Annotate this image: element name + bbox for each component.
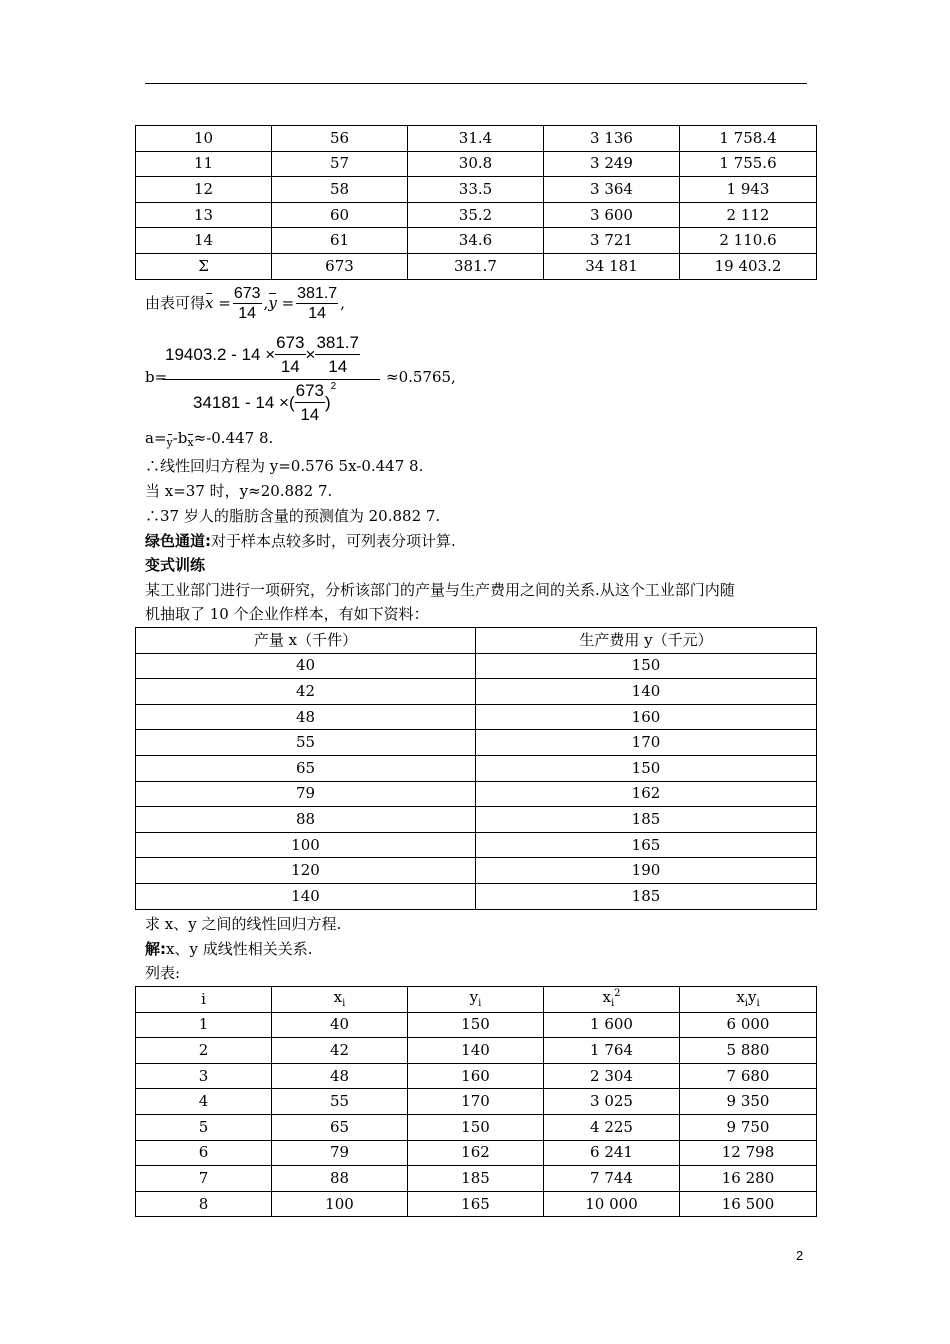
list-table-label: 列表: (145, 964, 181, 982)
table-cell: 14 (136, 228, 272, 254)
a-mid: -b (172, 429, 188, 447)
table-cell: 140 (136, 883, 476, 909)
table-cell: 6 (136, 1140, 272, 1166)
b-den-close: ) (324, 393, 331, 412)
b-label: b= (145, 368, 168, 386)
header-cost: 生产费用 y（千元） (476, 628, 817, 654)
table-cell: Σ (136, 253, 272, 279)
b-num-frac2 (315, 333, 360, 377)
table-cell: 150 (408, 1114, 544, 1140)
table-row (136, 679, 817, 705)
table-cell: 1 600 (544, 1012, 680, 1038)
table-row (136, 781, 817, 807)
header-xiyi-ysub: i (756, 997, 760, 1009)
b-den-lead: 34181 - 14 ×( (193, 393, 295, 412)
table-cell: 170 (476, 730, 817, 756)
b-num-frac1 (275, 333, 305, 377)
table-row (136, 1191, 817, 1217)
table-cell: 6 000 (680, 1012, 817, 1038)
table-cell: 34 181 (544, 253, 680, 279)
table-cell: 56 (272, 126, 408, 152)
table-row (136, 228, 817, 254)
table-cell: 34.6 (408, 228, 544, 254)
table-row (136, 177, 817, 203)
table-row (136, 832, 817, 858)
table-row (136, 755, 817, 781)
header-output: 产量 x（千件） (136, 628, 476, 654)
table-cell: 79 (272, 1140, 408, 1166)
table-row (136, 1012, 817, 1038)
table-cell: 3 136 (544, 126, 680, 152)
table-cell: 8 (136, 1191, 272, 1217)
table-cell: 3 (136, 1063, 272, 1089)
problem-line-2: 机抽取了 10 个企业作样本，有如下资料： (145, 605, 429, 623)
table-cell: 165 (476, 832, 817, 858)
table-cell: 55 (136, 730, 476, 756)
a-result: ≈-0.447 8. (193, 429, 274, 447)
xbar-num: 673 (233, 285, 261, 302)
table-cell: 58 (272, 177, 408, 203)
b-num-frac2-num: 381.7 (315, 333, 360, 355)
table-row (136, 883, 817, 909)
green-channel (145, 534, 456, 549)
table-header-row (136, 987, 817, 1013)
table-cell: 185 (476, 883, 817, 909)
table-cell: 57 (272, 151, 408, 177)
table-cell: 10 000 (544, 1191, 680, 1217)
comma-2: , (340, 294, 345, 312)
table-cell: 3 600 (544, 202, 680, 228)
table-cell: 42 (136, 679, 476, 705)
table-cell: 42 (272, 1038, 408, 1064)
table-cell: 3 249 (544, 151, 680, 177)
when-x37: 当 x=37 时，y≈20.882 7. (145, 482, 333, 500)
table-cell: 12 (136, 177, 272, 203)
xbar-fraction (233, 286, 262, 322)
table-cell: 11 (136, 151, 272, 177)
xbar-den: 14 (238, 305, 257, 322)
means-prefix: 由表可得 (145, 294, 206, 312)
solution-text: x、y 成线性相关关系. (166, 940, 313, 958)
b-num-frac2-den: 14 (328, 357, 348, 376)
table-cell: 381.7 (408, 253, 544, 279)
b-num-frac1-num: 673 (275, 333, 305, 355)
b-den-frac-den: 14 (300, 405, 320, 424)
solution-line (145, 942, 312, 957)
table-cell: 150 (408, 1012, 544, 1038)
table-cell: 3 025 (544, 1089, 680, 1115)
table-row (136, 126, 817, 152)
table-row (136, 730, 817, 756)
table-cell: 185 (408, 1166, 544, 1192)
table-row (136, 653, 817, 679)
table-row (136, 807, 817, 833)
problem-line-1: 某工业部门进行一项研究，分析该部门的产量与生产费用之间的关系.从这个工业部门内随 (145, 581, 735, 599)
table-cell: 33.5 (408, 177, 544, 203)
table-cell: 5 (136, 1114, 272, 1140)
table-cell: 4 225 (544, 1114, 680, 1140)
a-prefix: a= (145, 429, 167, 447)
table-row (136, 858, 817, 884)
table-cell: 13 (136, 202, 272, 228)
header-xiyi-xsub: i (744, 997, 748, 1009)
table-cell: 1 (136, 1012, 272, 1038)
table-cell: 31.4 (408, 126, 544, 152)
equals-1: = (213, 294, 231, 312)
table-row (136, 202, 817, 228)
table-row (136, 1038, 817, 1064)
table-cell: 6 241 (544, 1140, 680, 1166)
table-cell: 7 680 (680, 1063, 817, 1089)
table-row (136, 1063, 817, 1089)
header-xi-base: x (333, 987, 343, 1006)
table-cell: 1 764 (544, 1038, 680, 1064)
comma-1: , (263, 294, 269, 312)
table-cell: 10 (136, 126, 272, 152)
table-cell: 60 (272, 202, 408, 228)
b-numerator (165, 333, 360, 377)
green-label: 绿色通道: (145, 532, 211, 550)
table-row (136, 704, 817, 730)
table-cell: 40 (272, 1012, 408, 1038)
header-yi-sub: i (478, 997, 482, 1009)
header-xi-squared (544, 987, 680, 1013)
b-num-frac1-den: 14 (280, 357, 300, 376)
table-cell: 3 721 (544, 228, 680, 254)
b-label-line (145, 370, 167, 385)
table-cell: 65 (272, 1114, 408, 1140)
header-yi (408, 987, 544, 1013)
table-row (136, 1089, 817, 1115)
regression-line: ∴线性回归方程为 y=0.576 5x-0.447 8. (145, 457, 424, 475)
table-cell: 140 (476, 679, 817, 705)
header-xi2-base: x (602, 988, 611, 1007)
header-xiyi-x: x (736, 987, 745, 1006)
table-cell: 162 (408, 1140, 544, 1166)
table-cell: 150 (476, 755, 817, 781)
table-cell: 16 500 (680, 1191, 817, 1217)
table-cell: 3 364 (544, 177, 680, 203)
b-result: ≈0.5765, (386, 368, 456, 386)
table-cell: 48 (136, 704, 476, 730)
b-den-frac-num: 673 (295, 381, 325, 403)
table-cell: 160 (408, 1063, 544, 1089)
table-cell: 160 (476, 704, 817, 730)
b-denominator (193, 381, 336, 425)
table-cell: 19 403.2 (680, 253, 817, 279)
table-cell: 7 (136, 1166, 272, 1192)
table-cell: 9 350 (680, 1089, 817, 1115)
table-cell: 190 (476, 858, 817, 884)
table-row (136, 1114, 817, 1140)
ask-line: 求 x、y 之间的线性回归方程. (145, 915, 342, 933)
table-cell: 2 304 (544, 1063, 680, 1089)
table-cell: 165 (408, 1191, 544, 1217)
header-xiyi-y: y (747, 987, 757, 1006)
table-cell: 673 (272, 253, 408, 279)
table-row (136, 1166, 817, 1192)
table-cell: 120 (136, 858, 476, 884)
header-xi2-sub: i (610, 998, 615, 1010)
table-row (136, 1140, 817, 1166)
table-cell: 2 (136, 1038, 272, 1064)
a-line (145, 431, 273, 448)
table-cell: 55 (272, 1089, 408, 1115)
table-cell: 100 (272, 1191, 408, 1217)
table-cell: 140 (408, 1038, 544, 1064)
b-den-frac (295, 381, 325, 425)
table-cell: 48 (272, 1063, 408, 1089)
table-cell: 1 943 (680, 177, 817, 203)
xbar-symbol: x (205, 294, 214, 312)
summary-table (135, 125, 817, 280)
header-xi (272, 987, 408, 1013)
ybar-den: 14 (308, 305, 327, 322)
a-ybar: y (166, 436, 173, 449)
table-cell: 1 755.6 (680, 151, 817, 177)
b-num-times: × (305, 345, 316, 364)
table-cell: 16 280 (680, 1166, 817, 1192)
table-cell: 185 (476, 807, 817, 833)
table-cell: 4 (136, 1089, 272, 1115)
equals-2: = (276, 294, 295, 312)
header-xi2-sup: 2 (614, 988, 621, 1000)
table-cell: 40 (136, 653, 476, 679)
header-xiyi (680, 987, 817, 1013)
variant-heading: 变式训练 (145, 556, 206, 574)
means-line (145, 286, 345, 322)
b-den-exponent: 2 (330, 381, 337, 392)
solution-label: 解: (145, 940, 166, 958)
table-cell: 65 (136, 755, 476, 781)
header-i: i (136, 987, 272, 1013)
prediction: ∴37 岁人的脂肪含量的预测值为 20.882 7. (145, 507, 441, 525)
green-text: 对于样本点较多时，可列表分项计算. (211, 532, 456, 550)
ybar-symbol: y (268, 294, 277, 312)
table-cell: 1 758.4 (680, 126, 817, 152)
table-cell: 100 (136, 832, 476, 858)
table-cell: 61 (272, 228, 408, 254)
table-row (136, 151, 817, 177)
table-cell: 9 750 (680, 1114, 817, 1140)
calculation-table (135, 986, 817, 1217)
header-rule (145, 83, 807, 84)
header-yi-base: y (469, 987, 479, 1006)
table-cell: 170 (408, 1089, 544, 1115)
table-cell: 88 (272, 1166, 408, 1192)
table-cell: 35.2 (408, 202, 544, 228)
table-cell: 12 798 (680, 1140, 817, 1166)
a-xbar: x (187, 436, 194, 449)
table-cell: 79 (136, 781, 476, 807)
table-cell: 30.8 (408, 151, 544, 177)
ybar-fraction (296, 286, 338, 322)
table-cell: 2 110.6 (680, 228, 817, 254)
table-cell: 5 880 (680, 1038, 817, 1064)
table-cell: 150 (476, 653, 817, 679)
table-header-row (136, 628, 817, 654)
table-row (136, 253, 817, 279)
table-cell: 88 (136, 807, 476, 833)
page-number: 2 (796, 1248, 804, 1263)
ybar-num: 381.7 (297, 285, 338, 302)
table-cell: 2 112 (680, 202, 817, 228)
b-fraction-bar (162, 379, 380, 380)
b-num-lead: 19403.2 - 14 × (165, 345, 276, 364)
production-table (135, 627, 817, 910)
header-xi-sub: i (342, 997, 346, 1009)
table-cell: 7 744 (544, 1166, 680, 1192)
table-cell: 162 (476, 781, 817, 807)
